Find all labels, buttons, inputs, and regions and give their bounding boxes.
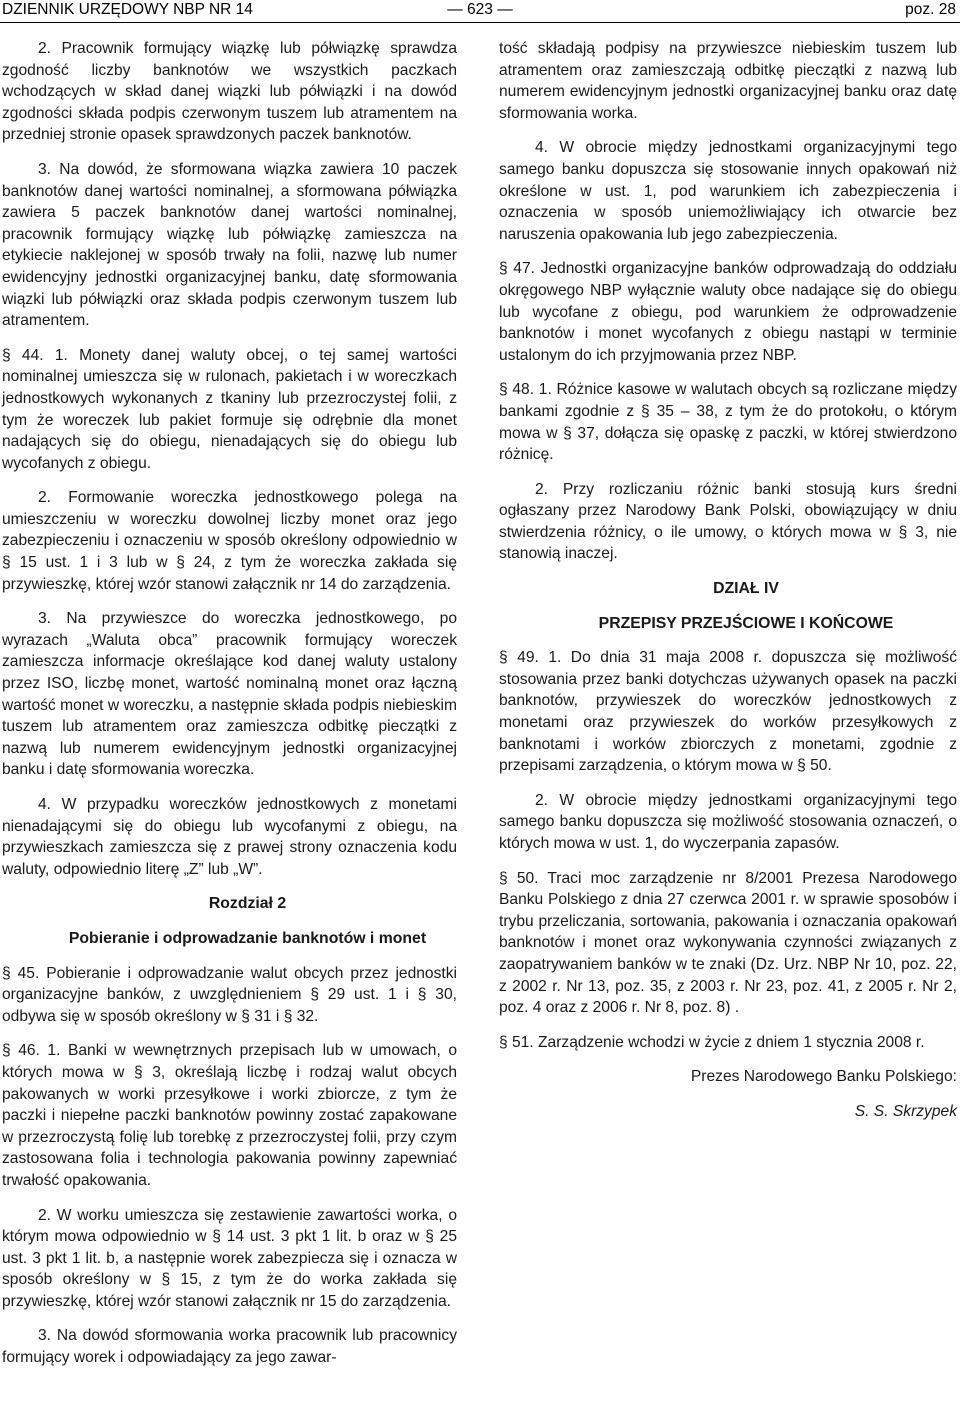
paragraph-section-51: § 51. Zarządzenie wchodzi w życie z dniem 1 stycznia 2008 r. [499,1033,925,1051]
paragraph: 4. W przypadku woreczków jednostkowych z monetami nienadającymi się do obiegu lub wycofanymi z obiegu, na przywieszkach zamieszcza się z prawej strony oznaczenia kodu waluty, odpowiednio literę „Z” lub „W”. [2,796,457,878]
section-title: DZIAŁ IV [713,580,779,598]
section-subtitle: PRZEPISY PRZEJŚCIOWE I KOŃCOWE [598,614,894,632]
page-number: — 623 — [447,1,513,18]
paragraph: 2. Pracownik formujący wiązkę lub półwiązkę sprawdza zgodność liczby banknotów we wszystkich paczkach wchodzących w skład danej wiązki lub półwiązki i na dowód zgodności składa podpis czerwonym tuszem lub atramentem na przedniej stronie opasek sprawdzonych paczek banknotów. [2,40,457,144]
paragraph-section-47: § 47. Jednostki organizacyjne banków odprowadzają do oddziału okręgowego NBP wyłącznie waluty obce nadające się do obiegu lub wycofane z obiegu, pod warunkiem że odprowadzenie banknotów i monet wycofanych z obiegu nastąpi w terminie ustalonym do ich przyjmowania przez NBP. [499,260,957,364]
paragraph: 2. Przy rozliczaniu różnic banki stosują kurs średni ogłaszany przez Narodowy Bank Polski, obowiązujący w dniu stwierdzenia różnicy, o ile umowy, o których mowa w § 3, nie stanowią inaczej. [499,480,957,563]
paragraph-section-48: § 48. 1. Różnice kasowe w walutach obcych są rozliczane między bankami zgodnie z § 35 – 38, z tym że do protokołu, o którym mowa w § 37, dołącza się opaskę z paczki, w której stwierdzono różnicę. [499,381,957,464]
paragraph-section-46: § 46. 1. Banki w wewnętrznych przepisach lub w umowach, o których mowa w § 3, określają liczbę i rodzaj walut obcych pakowanych w worki przesyłkowe i worki zbiorcze, z tym że paczki i niepełne paczki banknotów powinny zostać zapakowane w przezroczystą folię lub torebkę z przezroczystej folii, przy czym zastosowana folia i technologia pakowania powinny zapewniać trwałość opakowania. [2,1042,457,1189]
paragraph-section-44: § 44. 1. Monety danej waluty obcej, o tej samej wartości nominalnej umieszcza się w rulonach, pakietach i w woreczkach jednostkowych wykonanych z tkaniny lub przezroczystej folii, z tym że woreczek lub pakiet formuje się odrębnie dla monet nadających się do obiegu, nienadających się do obiegu lub wycofanych z obiegu. [2,346,457,472]
paragraph-section-50: § 50. Traci moc zarządzenie nr 8/2001 Prezesa Narodowego Banku Polskiego z dnia 27 czerwca 2001 r. w sprawie sposobów i trybu przeliczania, sortowania, pakowania i oznaczania opakowań banknotów i monet oraz wykonywania czynności związanych z zaopatrywaniem banków w te znaki (Dz. Urz. NBP Nr 10, poz. 22, z 2002 r. Nr 13, poz. 35, z 2003 r. Nr 23, poz. 41, z 2005 r. Nr 2, poz. 4 oraz z 2006 r. Nr 8, poz. 8) . [499,869,957,1017]
paragraph: 3. Na przywieszce do woreczka jednostkowego, po wyrazach „Waluta obca” pracownik formujący woreczek zamieszcza informacje określające kod danej waluty ustalony przez ISO, liczbę monet, wartość nominalną monet oraz łączną wartość monet w woreczku, a następnie składa podpis niebieskim tuszem lub atramentem oraz zamieszcza odbitkę pieczątki z nazwą lub numerem ewidencyjnym jednostki organizacyjnej banku i datę sformowania woreczka. [2,610,457,779]
paragraph: 3. Na dowód, że sformowana wiązka zawiera 10 paczek banknotów danej wartości nominalnej, a sformowana półwiązka zawiera 5 paczek banknotów danej wartości nominalnej, pracownik formujący wiązkę lub półwiązkę zamieszcza na etykiecie naklejonej w sposób trwały na folii, nazwę lub numer ewidencyjny jednostki organizacyjnej banku, datę sformowania wiązki lub półwiązki oraz składa podpis czerwonym tuszem lub atramentem. [2,160,457,330]
journal-title: DZIENNIK URZĘDOWY NBP NR 14 [2,1,253,18]
page-header [0,0,960,23]
paragraph: 4. W obrocie między jednostkami organizacyjnymi tego samego banku dopuszcza się stosowanie innych opakowań niż określone w ust. 1, pod warunkiem ich zabezpieczenia i oznaczenia w sposób uniemożliwiający ich otwarcie bez naruszenia opakowania lub jego zabezpieczenia. [499,139,957,243]
paragraph: 3. Na dowód sformowania worka pracownik lub pracownicy formujący worek i odpowiadający za jego zawar- [2,1327,457,1367]
paragraph-section-49: § 49. 1. Do dnia 31 maja 2008 r. dopuszcza się możliwość stosowania przez banki dotychczas używanych opasek na paczki banknotów, przywieszek do woreczków jednostkowych z monetami oraz przywieszek do worków przesyłkowych z banknotami i worków zbiorczych z monetami, zgodnie z przepisami zarządzenia, o którym mowa w § 50. [499,649,957,775]
signature-role: Prezes Narodowego Banku Polskiego: [690,1068,957,1086]
paragraph: 2. W obrocie między jednostkami organizacyjnymi tego samego banku dopuszcza się możliwość stosowania oznaczeń, o których mowa w ust. 1, do wyczerpania zapasów. [499,791,957,852]
paragraph: 2. W worku umieszcza się zestawienie zawartości worka, o którym mowa odpowiednio w § 14 ust. 3 pkt 1 lit. b oraz w § 25 ust. 3 pkt 1 lit. b, a następnie worek zabezpiecza się i oznacza w sposób określony w § 15, z tym że do worka zakłada się przywieszkę, której wzór stanowi załącznik nr 15 do zarządzenia. [2,1206,457,1310]
chapter-title: Rozdział 2 [208,895,287,913]
left-column [2,38,457,1382]
right-column [499,38,957,1136]
position-number: poz. 28 [905,1,956,18]
paragraph-continuation: tość składają podpisy na przywieszce niebieskim tuszem lub atramentem oraz zamieszczają odbitkę pieczątki z nazwą lub numerem ewidencyjnym jednostki organizacyjnej banku oraz datę sformowania worka. [499,40,957,122]
chapter-subtitle: Pobieranie i odprowadzanie banknotów i monet [68,929,427,947]
paragraph: 2. Formowanie woreczka jednostkowego polega na umieszczeniu w woreczku dowolnej liczby monet oraz jego zabezpieczeniu i oznaczeniu w sposób określony odpowiednio w § 15 ust. 1 i 3 lub w § 24, z tym że woreczka zakłada się przywieszkę, której wzór stanowi załącznik nr 14 do zarządzenia. [2,489,457,593]
paragraph-section-45: § 45. Pobieranie i odprowadzanie walut obcych przez jednostki organizacyjne banków, z uwzględnieniem § 29 ust. 1 i § 30, odbywa się w sposób określony w § 31 i § 32. [2,964,457,1025]
signature-name: S. S. Skrzypek [854,1102,957,1120]
